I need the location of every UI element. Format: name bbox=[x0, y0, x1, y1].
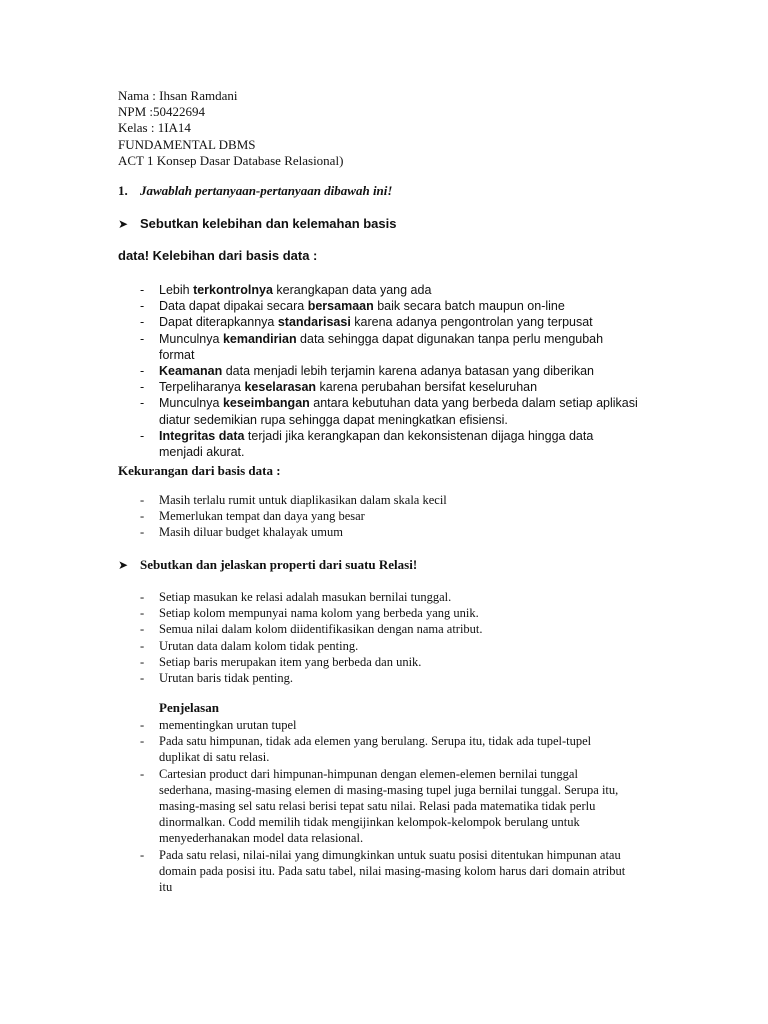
header-name: Nama : Ihsan Ramdani bbox=[118, 88, 238, 103]
explanation-title: Penjelasan bbox=[159, 700, 219, 715]
header-class: Kelas : 1IA14 bbox=[118, 120, 191, 136]
question-text: Jawablah pertanyaan-pertanyaan dibawah ini! bbox=[140, 183, 393, 198]
list-item: - mementingkan urutan tupel bbox=[140, 718, 297, 732]
header-activity: ACT 1 Konsep Dasar Database Relasional) bbox=[118, 152, 344, 168]
list-item: - Pada satu relasi, nilai-nilai yang dimungkinkan untuk suatu posisi ditentukan himpunan atau domain pada posisi itu. Pada satu tabel, nilai masing-masing kolom harus dari domain atribut itu bbox=[140, 847, 626, 895]
header-npm: NPM :50422694 bbox=[118, 104, 206, 120]
student-header bbox=[118, 88, 343, 169]
list-item: - Urutan data dalam kolom tidak penting. bbox=[140, 638, 359, 653]
section1-subtitle: data! Kelebihan dari basis data : bbox=[118, 248, 318, 263]
arrow-bullet-icon: ➤ bbox=[118, 216, 129, 231]
list-item: - Cartesian product dari himpunan-himpunan dengan elemen-elemen bernilai tunggal sederhana, masing-masing elemen di masing-masing tupel juga bernilai tunggal. Serupa itu, masing-masing sel satu relasi berisi tepat satu nilai. Relasi pada matematika tidak perlu dinormalkan. Codd memilih tidak mengijinkan kelompok-kelompok berulang untuk menyederhanakan model data relasional. bbox=[140, 766, 619, 846]
section1-title-text: Sebutkan kelebihan dan kelemahan basis bbox=[140, 216, 397, 231]
list-item: - Setiap kolom mempunyai nama kolom yang berbeda yang unik. bbox=[140, 606, 479, 621]
question-heading bbox=[118, 183, 392, 199]
list-item: - Data dapat dipakai secara bersamaan baik secara batch maupun on-line bbox=[140, 299, 565, 314]
list-item: - Keamanan data menjadi lebih terjamin karena adanya batasan yang diberikan bbox=[140, 364, 595, 379]
list-item: - Terpeliharanya keselarasan karena perubahan bersifat keseluruhan bbox=[140, 380, 538, 395]
weakness-title: Kekurangan dari basis data : bbox=[118, 463, 281, 478]
list-item: - Munculnya kemandirian data sehingga dapat digunakan tanpa perlu mengubah format bbox=[140, 331, 604, 362]
list-item: - Setiap baris merupakan item yang berbeda dan unik. bbox=[140, 654, 422, 669]
arrow-bullet-icon: ➤ bbox=[118, 557, 129, 572]
section1-title bbox=[118, 216, 396, 231]
relation-properties-list bbox=[140, 589, 620, 686]
weakness-list bbox=[140, 492, 620, 541]
list-item: - Integritas data terjadi jika kerangkapan dan kekonsistenan dijaga hingga data menjadi akurat. bbox=[140, 428, 594, 460]
header-course: FUNDAMENTAL DBMS bbox=[118, 136, 256, 152]
list-item: - Memerlukan tempat dan daya yang besar bbox=[140, 509, 365, 524]
list-item: - Pada satu himpunan, tidak ada elemen yang berulang. Serupa itu, tidak ada tupel-tupel duplikat di satu relasi. bbox=[140, 734, 592, 765]
section2-title bbox=[118, 557, 417, 573]
advantages-list bbox=[140, 282, 640, 460]
list-item: - Masih diluar budget khalayak umum bbox=[140, 525, 343, 540]
section2-title-text: Sebutkan dan jelaskan properti dari suatu Relasi! bbox=[140, 557, 418, 572]
list-item: - Dapat diterapkannya standarisasi karena adanya pengontrolan yang terpusat bbox=[140, 315, 593, 330]
list-item: - Masih terlalu rumit untuk diaplikasikan dalam skala kecil bbox=[140, 493, 447, 507]
list-item: - Lebih terkontrolnya kerangkapan data yang ada bbox=[140, 283, 432, 297]
list-item: - Semua nilai dalam kolom diidentifikasikan dengan nama atribut. bbox=[140, 622, 483, 637]
question-number: 1. bbox=[118, 183, 128, 198]
explanation-list bbox=[140, 717, 630, 895]
list-item: - Setiap masukan ke relasi adalah masukan bernilai tunggal. bbox=[140, 590, 452, 604]
list-item: - Munculnya keseimbangan antara kebutuhan data yang berbeda dalam setiap aplikasi diatur sedemikian rupa sehingga dapat meningkatkan efisiensi. bbox=[140, 396, 638, 427]
list-item: - Urutan baris tidak penting. bbox=[140, 671, 293, 686]
